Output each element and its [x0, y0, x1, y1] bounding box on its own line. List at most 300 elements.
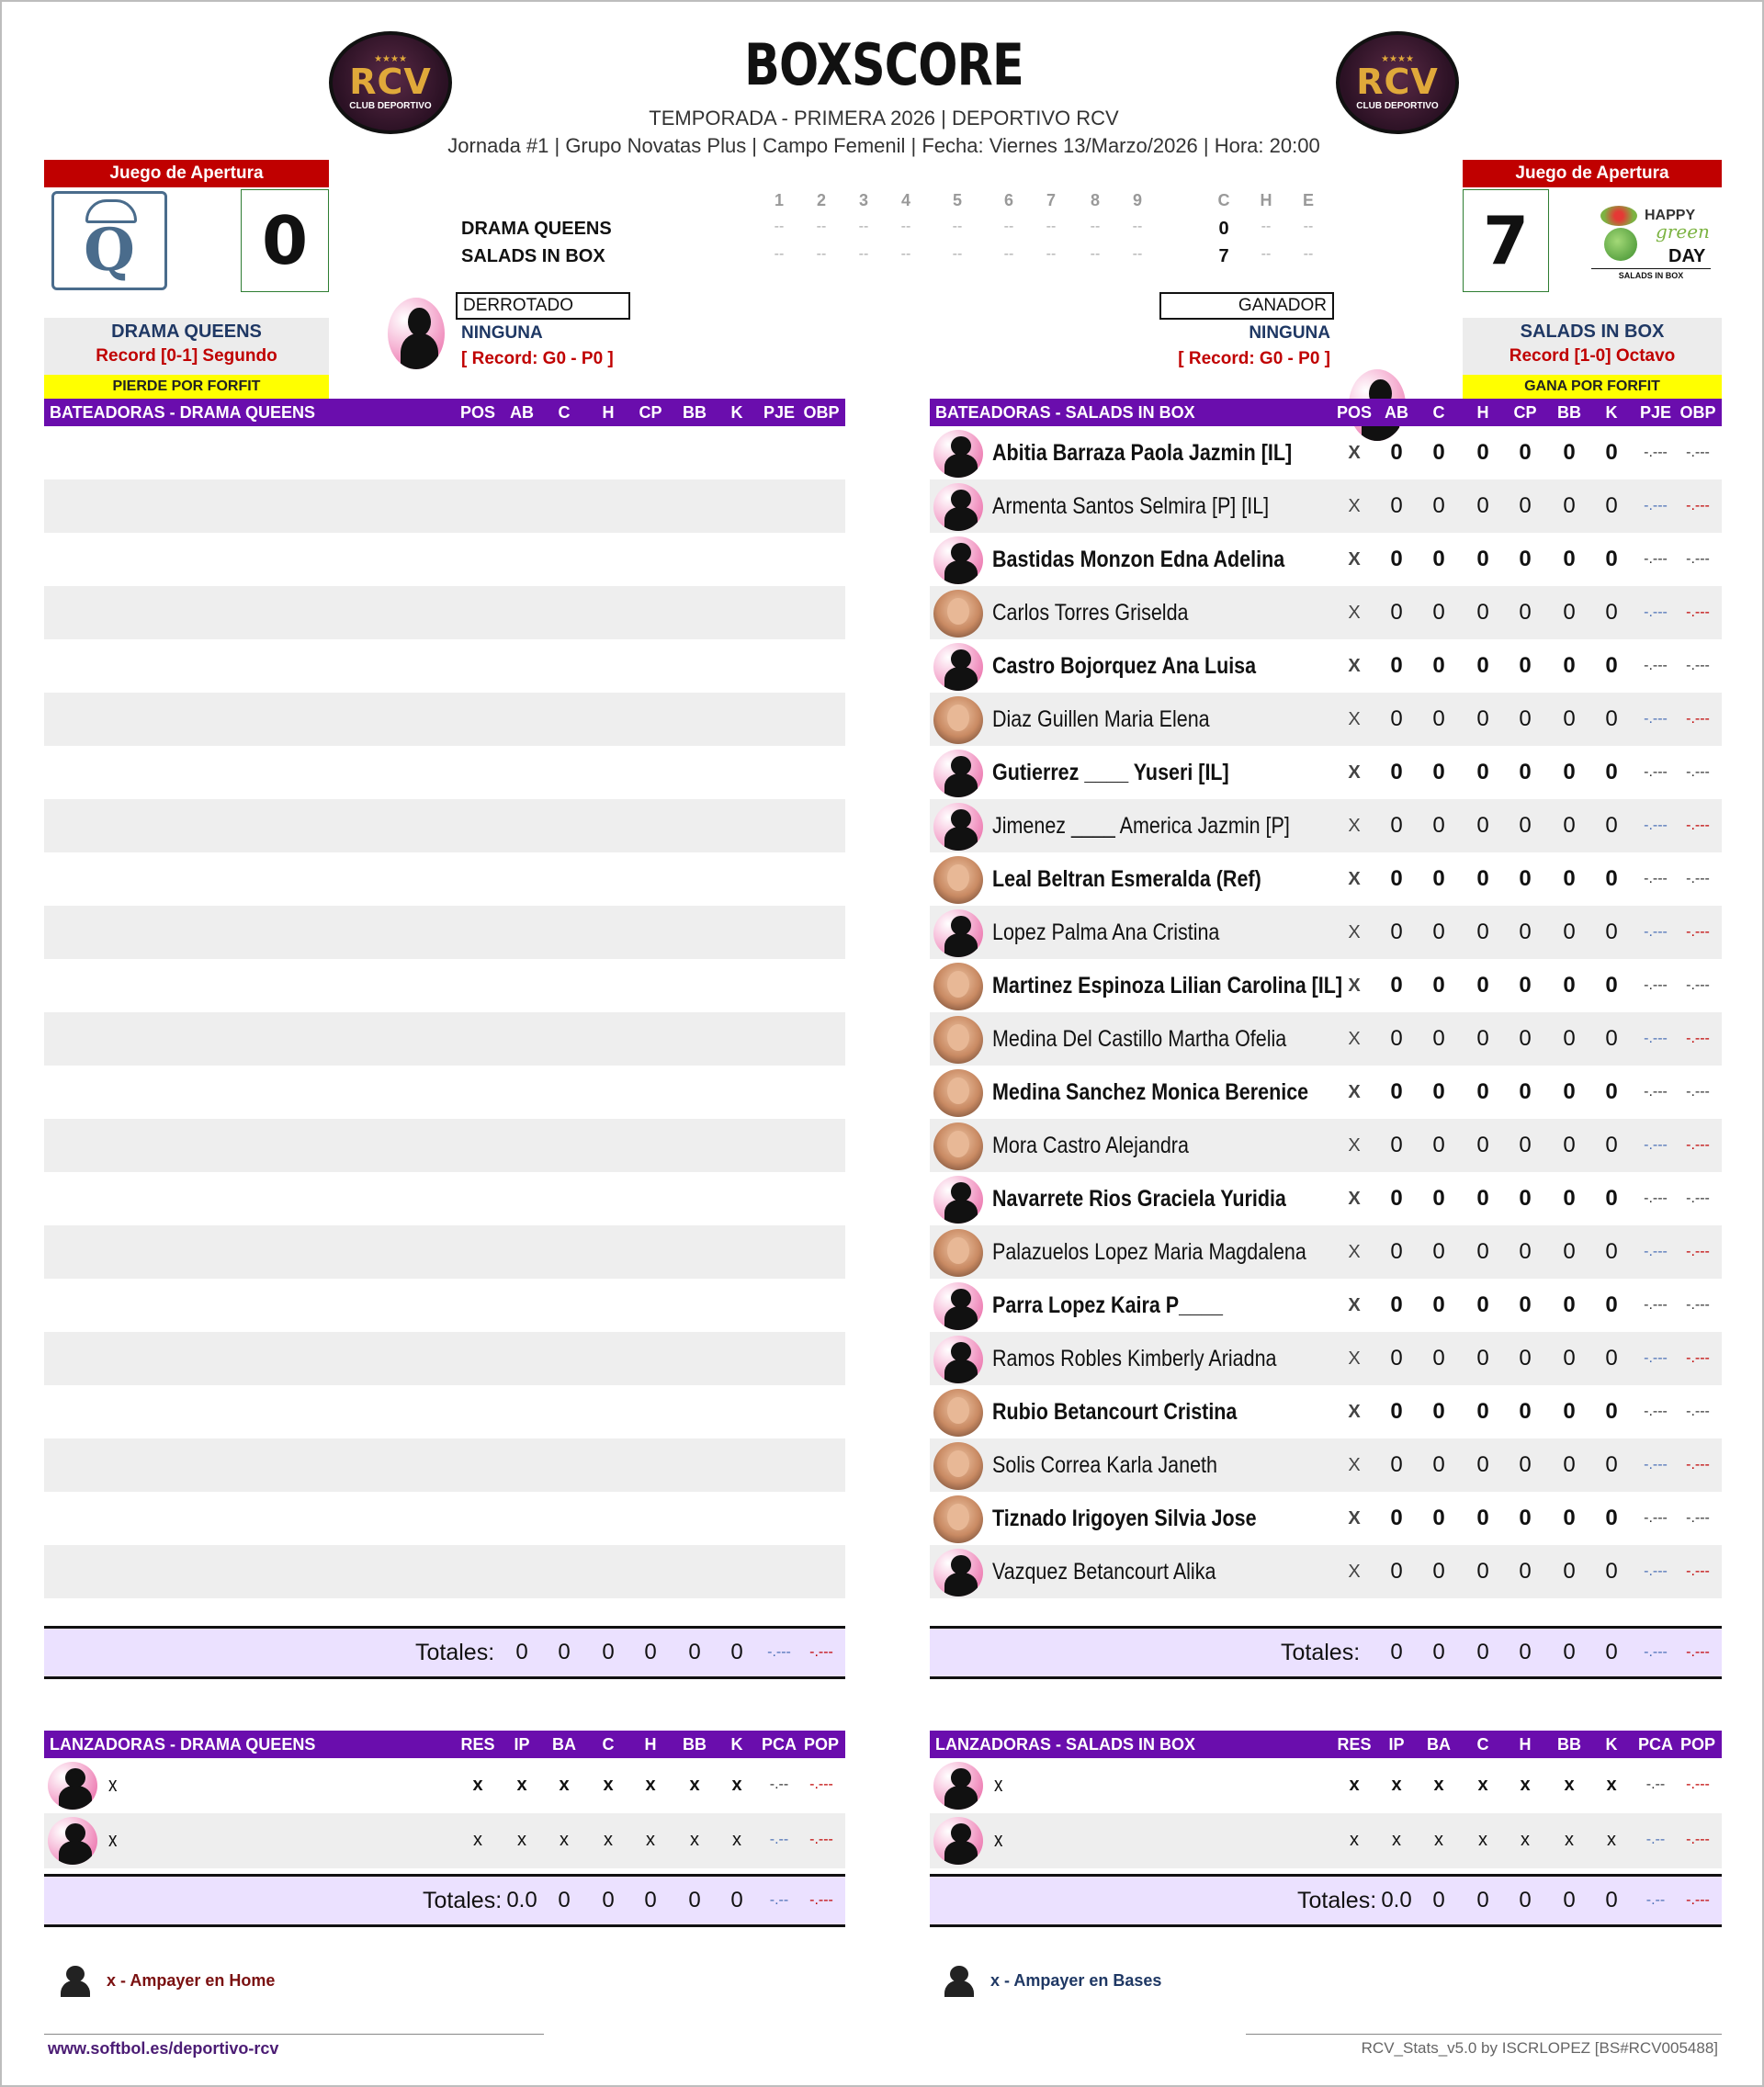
- inning-header: 9: [1132, 191, 1142, 209]
- pitch-stat-cell: x: [472, 1775, 483, 1795]
- pitch-total-cell: 0: [644, 1888, 657, 1912]
- stat-cell: 0: [1432, 919, 1445, 944]
- stat-cell: 0: [1605, 440, 1618, 465]
- winning-pitcher-name: NINGUNA: [1249, 323, 1330, 343]
- pitcher-row: [930, 1758, 1722, 1813]
- logo-subtext: CLUB DEPORTIVO: [1356, 100, 1439, 111]
- pos-cell: X: [1348, 816, 1361, 836]
- stat-cell: 0: [1605, 973, 1618, 998]
- losing-pitcher-record: [ Record: G0 - P0 ]: [461, 349, 614, 368]
- table-row: [930, 1066, 1722, 1119]
- stat-cell: 0: [1519, 706, 1532, 731]
- stat-cell: 0: [1519, 1346, 1532, 1371]
- pos-cell: X: [1348, 1029, 1361, 1049]
- bat-col-header: PJE: [1639, 403, 1672, 422]
- avg-cell: -.---: [1644, 1244, 1668, 1259]
- obp-cell: -.---: [1686, 604, 1710, 620]
- table-row: [44, 533, 845, 586]
- stat-cell: 0: [1476, 1239, 1489, 1264]
- pca-cell: -.--: [769, 1777, 789, 1792]
- obp-cell: -.---: [1686, 818, 1710, 833]
- bat-col-header: H: [1476, 403, 1489, 422]
- stat-cell: 0: [1605, 547, 1618, 571]
- pos-cell: X: [1348, 976, 1361, 996]
- pitch-total-cell: 0: [1432, 1888, 1445, 1912]
- table-row: [930, 639, 1722, 693]
- salad-leaves-icon: [1600, 206, 1637, 226]
- home-team-logo: [1591, 193, 1720, 281]
- table-row: [44, 1385, 845, 1438]
- player-name: Diaz Guillen Maria Elena: [992, 706, 1210, 732]
- stat-cell: 0: [1605, 760, 1618, 784]
- stat-cell: 0: [1563, 866, 1576, 891]
- player-name: Gutierrez ____ Yuseri [IL]: [992, 760, 1229, 785]
- player-photo: [933, 696, 983, 744]
- player-photo: [933, 1442, 983, 1490]
- stat-cell: 0: [1432, 600, 1445, 625]
- stat-cell: 0: [1605, 1133, 1618, 1157]
- pos-cell: X: [1348, 1455, 1361, 1475]
- player-photo: [933, 1016, 983, 1064]
- obp-cell: -.---: [1686, 1457, 1710, 1472]
- stat-cell: 0: [1563, 760, 1576, 784]
- inning-header: 7: [1046, 191, 1056, 209]
- stat-cell: 0: [1432, 1452, 1445, 1477]
- player-name: Medina Del Castillo Martha Ofelia: [992, 1026, 1287, 1052]
- pitch-stat-cell: x: [604, 1830, 613, 1850]
- player-silhouette-icon: [48, 1817, 97, 1865]
- pitch-stat-cell: x: [646, 1830, 655, 1850]
- avg-cell: -.---: [1644, 1031, 1668, 1046]
- pit-col-header: C: [1476, 1735, 1489, 1754]
- total-cell: -.---: [809, 1644, 833, 1660]
- table-row: [44, 1119, 845, 1172]
- bat-col-header: POS: [459, 403, 495, 422]
- stat-cell: 0: [1432, 653, 1445, 678]
- pos-cell: X: [1348, 922, 1361, 942]
- pitch-stat-cell: x: [560, 1830, 569, 1850]
- pos-cell: X: [1348, 1508, 1361, 1529]
- obp-cell: -.---: [1686, 498, 1710, 513]
- stat-cell: 0: [1519, 1559, 1532, 1584]
- inning-cell: --: [774, 246, 785, 262]
- stat-cell: 0: [1519, 1026, 1532, 1051]
- stat-cell: 0: [1519, 866, 1532, 891]
- avg-cell: -.---: [1644, 711, 1668, 727]
- table-row: [930, 1279, 1722, 1332]
- table-row: [44, 1332, 845, 1385]
- player-name: Navarrete Rios Graciela Yuridia: [992, 1186, 1286, 1212]
- table-row: [44, 1066, 845, 1119]
- pitch-total-cell: 0: [1605, 1888, 1618, 1912]
- table-row: [930, 1012, 1722, 1066]
- stat-cell: 0: [1519, 1452, 1532, 1477]
- table-row: [930, 1545, 1722, 1598]
- stat-cell: 0: [1432, 1239, 1445, 1264]
- table-row: [44, 852, 845, 906]
- table-row: [930, 693, 1722, 746]
- table-row: [930, 1225, 1722, 1279]
- table-row: [930, 1119, 1722, 1172]
- pit-col-header: C: [602, 1735, 615, 1754]
- avg-cell: -.---: [1644, 871, 1668, 886]
- stat-cell: 0: [1563, 653, 1576, 678]
- inning-header: 4: [900, 191, 910, 209]
- total-cell: 0: [558, 1640, 571, 1664]
- inning-cell: --: [1003, 219, 1014, 234]
- inning-cell: --: [1003, 246, 1014, 262]
- player-photo: [933, 1229, 983, 1277]
- table-row: [44, 746, 845, 799]
- avg-cell: -.---: [1644, 551, 1668, 567]
- bat-col-header: C: [1432, 403, 1445, 422]
- pca-cell: -.--: [769, 1832, 789, 1847]
- stat-cell: 0: [1390, 1026, 1403, 1051]
- stat-cell: 0: [1476, 1292, 1489, 1317]
- pitch-stat-cell: x: [473, 1830, 482, 1850]
- base-umpire-icon: [943, 1962, 976, 1999]
- avg-cell: -.---: [1644, 498, 1668, 513]
- stat-cell: 0: [1519, 973, 1532, 998]
- avg-cell: -.---: [1644, 1563, 1668, 1579]
- home-pitching-totals: [930, 1874, 1722, 1927]
- pit-col-header: K: [730, 1735, 743, 1754]
- stat-cell: 0: [1519, 600, 1532, 625]
- pitch-stat-cell: x: [1349, 1775, 1360, 1795]
- table-row: [44, 906, 845, 959]
- stat-cell: 0: [1432, 1026, 1445, 1051]
- table-row: [930, 1332, 1722, 1385]
- stat-cell: 0: [1390, 1186, 1403, 1211]
- total-cell: -.---: [767, 1644, 791, 1660]
- pit-col-header: H: [1519, 1735, 1532, 1754]
- stat-cell: 0: [1432, 973, 1445, 998]
- stat-cell: 0: [1563, 1506, 1576, 1530]
- pitch-stat-cell: x: [516, 1775, 527, 1795]
- avg-cell: -.---: [1644, 977, 1668, 993]
- stat-cell: 0: [1563, 1026, 1576, 1051]
- stat-cell: 0: [1390, 813, 1403, 838]
- stat-cell: 0: [1605, 1186, 1618, 1211]
- pos-cell: X: [1348, 549, 1361, 570]
- avg-cell: -.---: [1644, 604, 1668, 620]
- pos-cell: X: [1348, 1242, 1361, 1262]
- stat-cell: 0: [1390, 1133, 1403, 1157]
- table-row: [44, 1492, 845, 1545]
- pitch-total-cell: 0: [688, 1888, 701, 1912]
- bat-col-header: K: [730, 403, 743, 422]
- stat-cell: 0: [1519, 440, 1532, 465]
- obp-cell: -.---: [1686, 658, 1710, 673]
- player-photo: [933, 1389, 983, 1437]
- player-silhouette-icon: [933, 1817, 983, 1865]
- total-cell: 0: [602, 1640, 615, 1664]
- home-umpire-icon: [59, 1962, 92, 1999]
- pit-col-header: RES: [460, 1735, 495, 1754]
- pitcher-row: [44, 1758, 845, 1813]
- stat-cell: 0: [1563, 1186, 1576, 1211]
- table-row: [44, 693, 845, 746]
- home-score: 7: [1463, 189, 1549, 292]
- logo-text: RCV: [1356, 61, 1439, 102]
- logo-stars: ★★★★: [1381, 53, 1414, 64]
- table-row: [44, 1545, 845, 1598]
- stat-cell: 0: [1390, 866, 1403, 891]
- pos-cell: X: [1348, 762, 1361, 783]
- pos-cell: X: [1348, 1562, 1361, 1582]
- stat-cell: 0: [1476, 1346, 1489, 1371]
- pitch-stat-cell: x: [1433, 1775, 1444, 1795]
- stat-cell: 0: [1432, 440, 1445, 465]
- totals-label: Totales:: [1297, 1888, 1377, 1913]
- table-row: [930, 746, 1722, 799]
- bat-col-header: C: [558, 403, 571, 422]
- bat-col-header: OBP: [1679, 403, 1716, 422]
- stat-cell: 0: [1605, 1399, 1618, 1424]
- player-name: Rubio Betancourt Cristina: [992, 1399, 1238, 1425]
- inning-header: 1: [774, 191, 784, 209]
- stat-cell: 0: [1563, 1239, 1576, 1264]
- obp-cell: -.---: [1686, 871, 1710, 886]
- away-team-name: DRAMA QUEENS: [111, 322, 262, 342]
- obp-cell: -.---: [1686, 1190, 1710, 1206]
- stat-cell: 0: [1563, 1452, 1576, 1477]
- footer-credit: RCV_Stats_v5.0 by ISCRLOPEZ [BS#RCV005488]: [1361, 2039, 1718, 2057]
- bat-col-header: AB: [510, 403, 534, 422]
- obp-cell: -.---: [1686, 1084, 1710, 1100]
- player-silhouette-icon: [933, 536, 983, 584]
- player-name: Armenta Santos Selmira [P] [IL]: [992, 493, 1270, 519]
- home-forfeit-badge: GANA POR FORFIT: [1463, 375, 1722, 399]
- stat-cell: 0: [1390, 1452, 1403, 1477]
- total-cell: -.---: [1686, 1644, 1710, 1660]
- pitcher-name: x: [108, 1773, 118, 1796]
- inning-cell: --: [952, 246, 963, 262]
- player-name: Jimenez ____ America Jazmin [P]: [992, 813, 1290, 839]
- pos-cell: X: [1348, 1082, 1361, 1102]
- totals-label: Totales:: [1281, 1640, 1361, 1665]
- total-h-cell: --: [1261, 246, 1272, 262]
- stat-cell: 0: [1605, 1452, 1618, 1477]
- table-row: [44, 1279, 845, 1332]
- stat-cell: 0: [1390, 973, 1403, 998]
- pos-cell: X: [1348, 1189, 1361, 1209]
- stat-cell: 0: [1476, 600, 1489, 625]
- avg-cell: -.---: [1644, 1137, 1668, 1153]
- total-header: H: [1260, 191, 1272, 209]
- pitch-total-cell: 0.0: [506, 1888, 537, 1912]
- player-silhouette-icon: [933, 643, 983, 691]
- table-row: [930, 1492, 1722, 1545]
- stat-cell: 0: [1519, 1239, 1532, 1264]
- home-pitching-title: LANZADORAS - SALADS IN BOX: [935, 1735, 1195, 1754]
- total-c-cell: 7: [1218, 246, 1229, 266]
- away-forfeit-badge: PIERDE POR FORFIT: [44, 375, 329, 399]
- away-batting-header: [44, 399, 845, 426]
- table-row: [930, 1385, 1722, 1438]
- pitch-total-cell: 0: [730, 1888, 743, 1912]
- avg-cell: -.---: [1644, 658, 1668, 673]
- table-row: [930, 426, 1722, 479]
- pos-cell: X: [1348, 709, 1361, 729]
- table-row: [930, 1172, 1722, 1225]
- stat-cell: 0: [1563, 1079, 1576, 1104]
- bat-col-header: AB: [1385, 403, 1408, 422]
- stat-cell: 0: [1390, 1399, 1403, 1424]
- stat-cell: 0: [1476, 1186, 1489, 1211]
- obp-cell: -.---: [1686, 924, 1710, 940]
- season-line: TEMPORADA - PRIMERA 2026 | DEPORTIVO RCV: [649, 107, 1119, 130]
- stat-cell: 0: [1563, 600, 1576, 625]
- avg-cell: -.---: [1644, 1457, 1668, 1472]
- stat-cell: 0: [1476, 760, 1489, 784]
- stat-cell: 0: [1563, 919, 1576, 944]
- footer-divider-left: [44, 2034, 544, 2035]
- pos-cell: X: [1348, 1348, 1361, 1369]
- bat-col-header: PJE: [763, 403, 796, 422]
- stat-cell: 0: [1605, 1506, 1618, 1530]
- stat-cell: 0: [1432, 1559, 1445, 1584]
- inning-cell: --: [1132, 246, 1143, 262]
- home-team-name: SALADS IN BOX: [1520, 322, 1665, 342]
- page-title: BOXSCORE: [744, 31, 1023, 98]
- table-row: [44, 1012, 845, 1066]
- avg-cell: -.---: [1644, 1404, 1668, 1419]
- away-team-logo: [51, 191, 167, 290]
- stat-cell: 0: [1390, 440, 1403, 465]
- inning-header: 5: [952, 191, 962, 209]
- pitch-total-cell: -.---: [1686, 1892, 1710, 1908]
- stat-cell: 0: [1476, 1559, 1489, 1584]
- pitch-stat-cell: x: [1564, 1775, 1575, 1795]
- table-row: [930, 533, 1722, 586]
- inning-cell: --: [1046, 246, 1057, 262]
- table-row: [930, 959, 1722, 1012]
- stat-cell: 0: [1519, 1399, 1532, 1424]
- obp-cell: -.---: [1686, 1137, 1710, 1153]
- footer-url-link[interactable]: www.softbol.es/deportivo-rcv: [48, 2039, 279, 2058]
- pos-cell: X: [1348, 869, 1361, 889]
- stat-cell: 0: [1432, 706, 1445, 731]
- stat-cell: 0: [1476, 866, 1489, 891]
- stat-cell: 0: [1605, 1079, 1618, 1104]
- pop-cell: -.---: [1686, 1832, 1710, 1847]
- total-header: C: [1217, 191, 1230, 209]
- pitch-stat-cell: x: [1478, 1830, 1487, 1850]
- losing-pitcher-name: NINGUNA: [461, 323, 543, 343]
- stat-cell: 0: [1476, 1506, 1489, 1530]
- player-silhouette-icon: [933, 1762, 983, 1810]
- player-silhouette-icon: [933, 1282, 983, 1330]
- inning-header: 8: [1090, 191, 1100, 209]
- total-cell: 0: [515, 1640, 528, 1664]
- player-name: Mora Castro Alejandra: [992, 1133, 1189, 1158]
- stat-cell: 0: [1605, 653, 1618, 678]
- pitcher-row: [930, 1813, 1722, 1868]
- pitcher-name: x: [108, 1828, 118, 1851]
- avg-cell: -.---: [1644, 1510, 1668, 1526]
- obp-cell: -.---: [1686, 1563, 1710, 1579]
- stat-cell: 0: [1519, 813, 1532, 838]
- stat-cell: 0: [1519, 760, 1532, 784]
- stat-cell: 0: [1390, 600, 1403, 625]
- obp-cell: -.---: [1686, 1404, 1710, 1419]
- bat-col-header: K: [1605, 403, 1618, 422]
- win-label: GANADOR: [1159, 292, 1334, 320]
- obp-cell: -.---: [1686, 445, 1710, 460]
- stat-cell: 0: [1605, 706, 1618, 731]
- pitch-stat-cell: x: [1606, 1775, 1617, 1795]
- player-photo: [933, 1069, 983, 1117]
- pitcher-name: x: [994, 1773, 1003, 1796]
- totals-label: Totales:: [423, 1888, 503, 1913]
- total-cell: 0: [1476, 1640, 1489, 1664]
- pitch-stat-cell: x: [1350, 1830, 1359, 1850]
- player-name: Castro Bojorquez Ana Luisa: [992, 653, 1257, 679]
- player-silhouette-icon: [933, 1336, 983, 1383]
- stat-cell: 0: [1476, 547, 1489, 571]
- pitch-stat-cell: x: [690, 1830, 699, 1850]
- stat-cell: 0: [1563, 1559, 1576, 1584]
- stat-cell: 0: [1563, 1292, 1576, 1317]
- pitch-stat-cell: x: [603, 1775, 614, 1795]
- home-umpire-label: x - Ampayer en Home: [107, 1971, 276, 1990]
- home-logo-text-3: DAY: [1668, 246, 1706, 266]
- stat-cell: 0: [1476, 1026, 1489, 1051]
- pos-cell: X: [1348, 603, 1361, 623]
- table-row: [44, 1225, 845, 1279]
- linescore-away-team: DRAMA QUEENS: [461, 219, 612, 239]
- inning-cell: --: [1132, 219, 1143, 234]
- player-name: Solis Correa Karla Janeth: [992, 1452, 1217, 1478]
- player-name: Palazuelos Lopez Maria Magdalena: [992, 1239, 1306, 1265]
- obp-cell: -.---: [1686, 1244, 1710, 1259]
- stat-cell: 0: [1476, 653, 1489, 678]
- stat-cell: 0: [1390, 1292, 1403, 1317]
- loss-label: DERROTADO: [456, 292, 630, 320]
- bat-col-header: H: [602, 403, 615, 422]
- avg-cell: -.---: [1644, 1190, 1668, 1206]
- table-row: [44, 1172, 845, 1225]
- winning-pitcher-record: [ Record: G0 - P0 ]: [1178, 349, 1330, 368]
- bat-col-header: CP: [1513, 403, 1537, 422]
- pit-col-header: BB: [683, 1735, 707, 1754]
- player-silhouette-icon: [933, 1176, 983, 1224]
- total-cell: 0: [1563, 1640, 1576, 1664]
- stat-cell: 0: [1605, 1346, 1618, 1371]
- away-batting-title: BATEADORAS - DRAMA QUEENS: [50, 403, 316, 422]
- total-c-cell: 0: [1218, 219, 1229, 239]
- stat-cell: 0: [1432, 1346, 1445, 1371]
- player-silhouette-icon: [933, 1549, 983, 1596]
- table-row: [930, 1438, 1722, 1492]
- home-logo-text-2: green: [1656, 220, 1710, 243]
- pit-col-header: IP: [514, 1735, 530, 1754]
- inning-cell: --: [900, 219, 911, 234]
- pitch-stat-cell: x: [1391, 1775, 1402, 1795]
- stat-cell: 0: [1432, 547, 1445, 571]
- obp-cell: -.---: [1686, 1350, 1710, 1366]
- inning-cell: --: [952, 219, 963, 234]
- table-row: [930, 479, 1722, 533]
- inning-cell: --: [858, 246, 869, 262]
- rcv-logo-left: [329, 31, 452, 134]
- stat-cell: 0: [1519, 493, 1532, 518]
- pitch-total-cell: 0: [1519, 1888, 1532, 1912]
- table-row: [44, 1438, 845, 1492]
- losing-pitcher-avatar: [388, 298, 445, 369]
- player-photo: [933, 590, 983, 637]
